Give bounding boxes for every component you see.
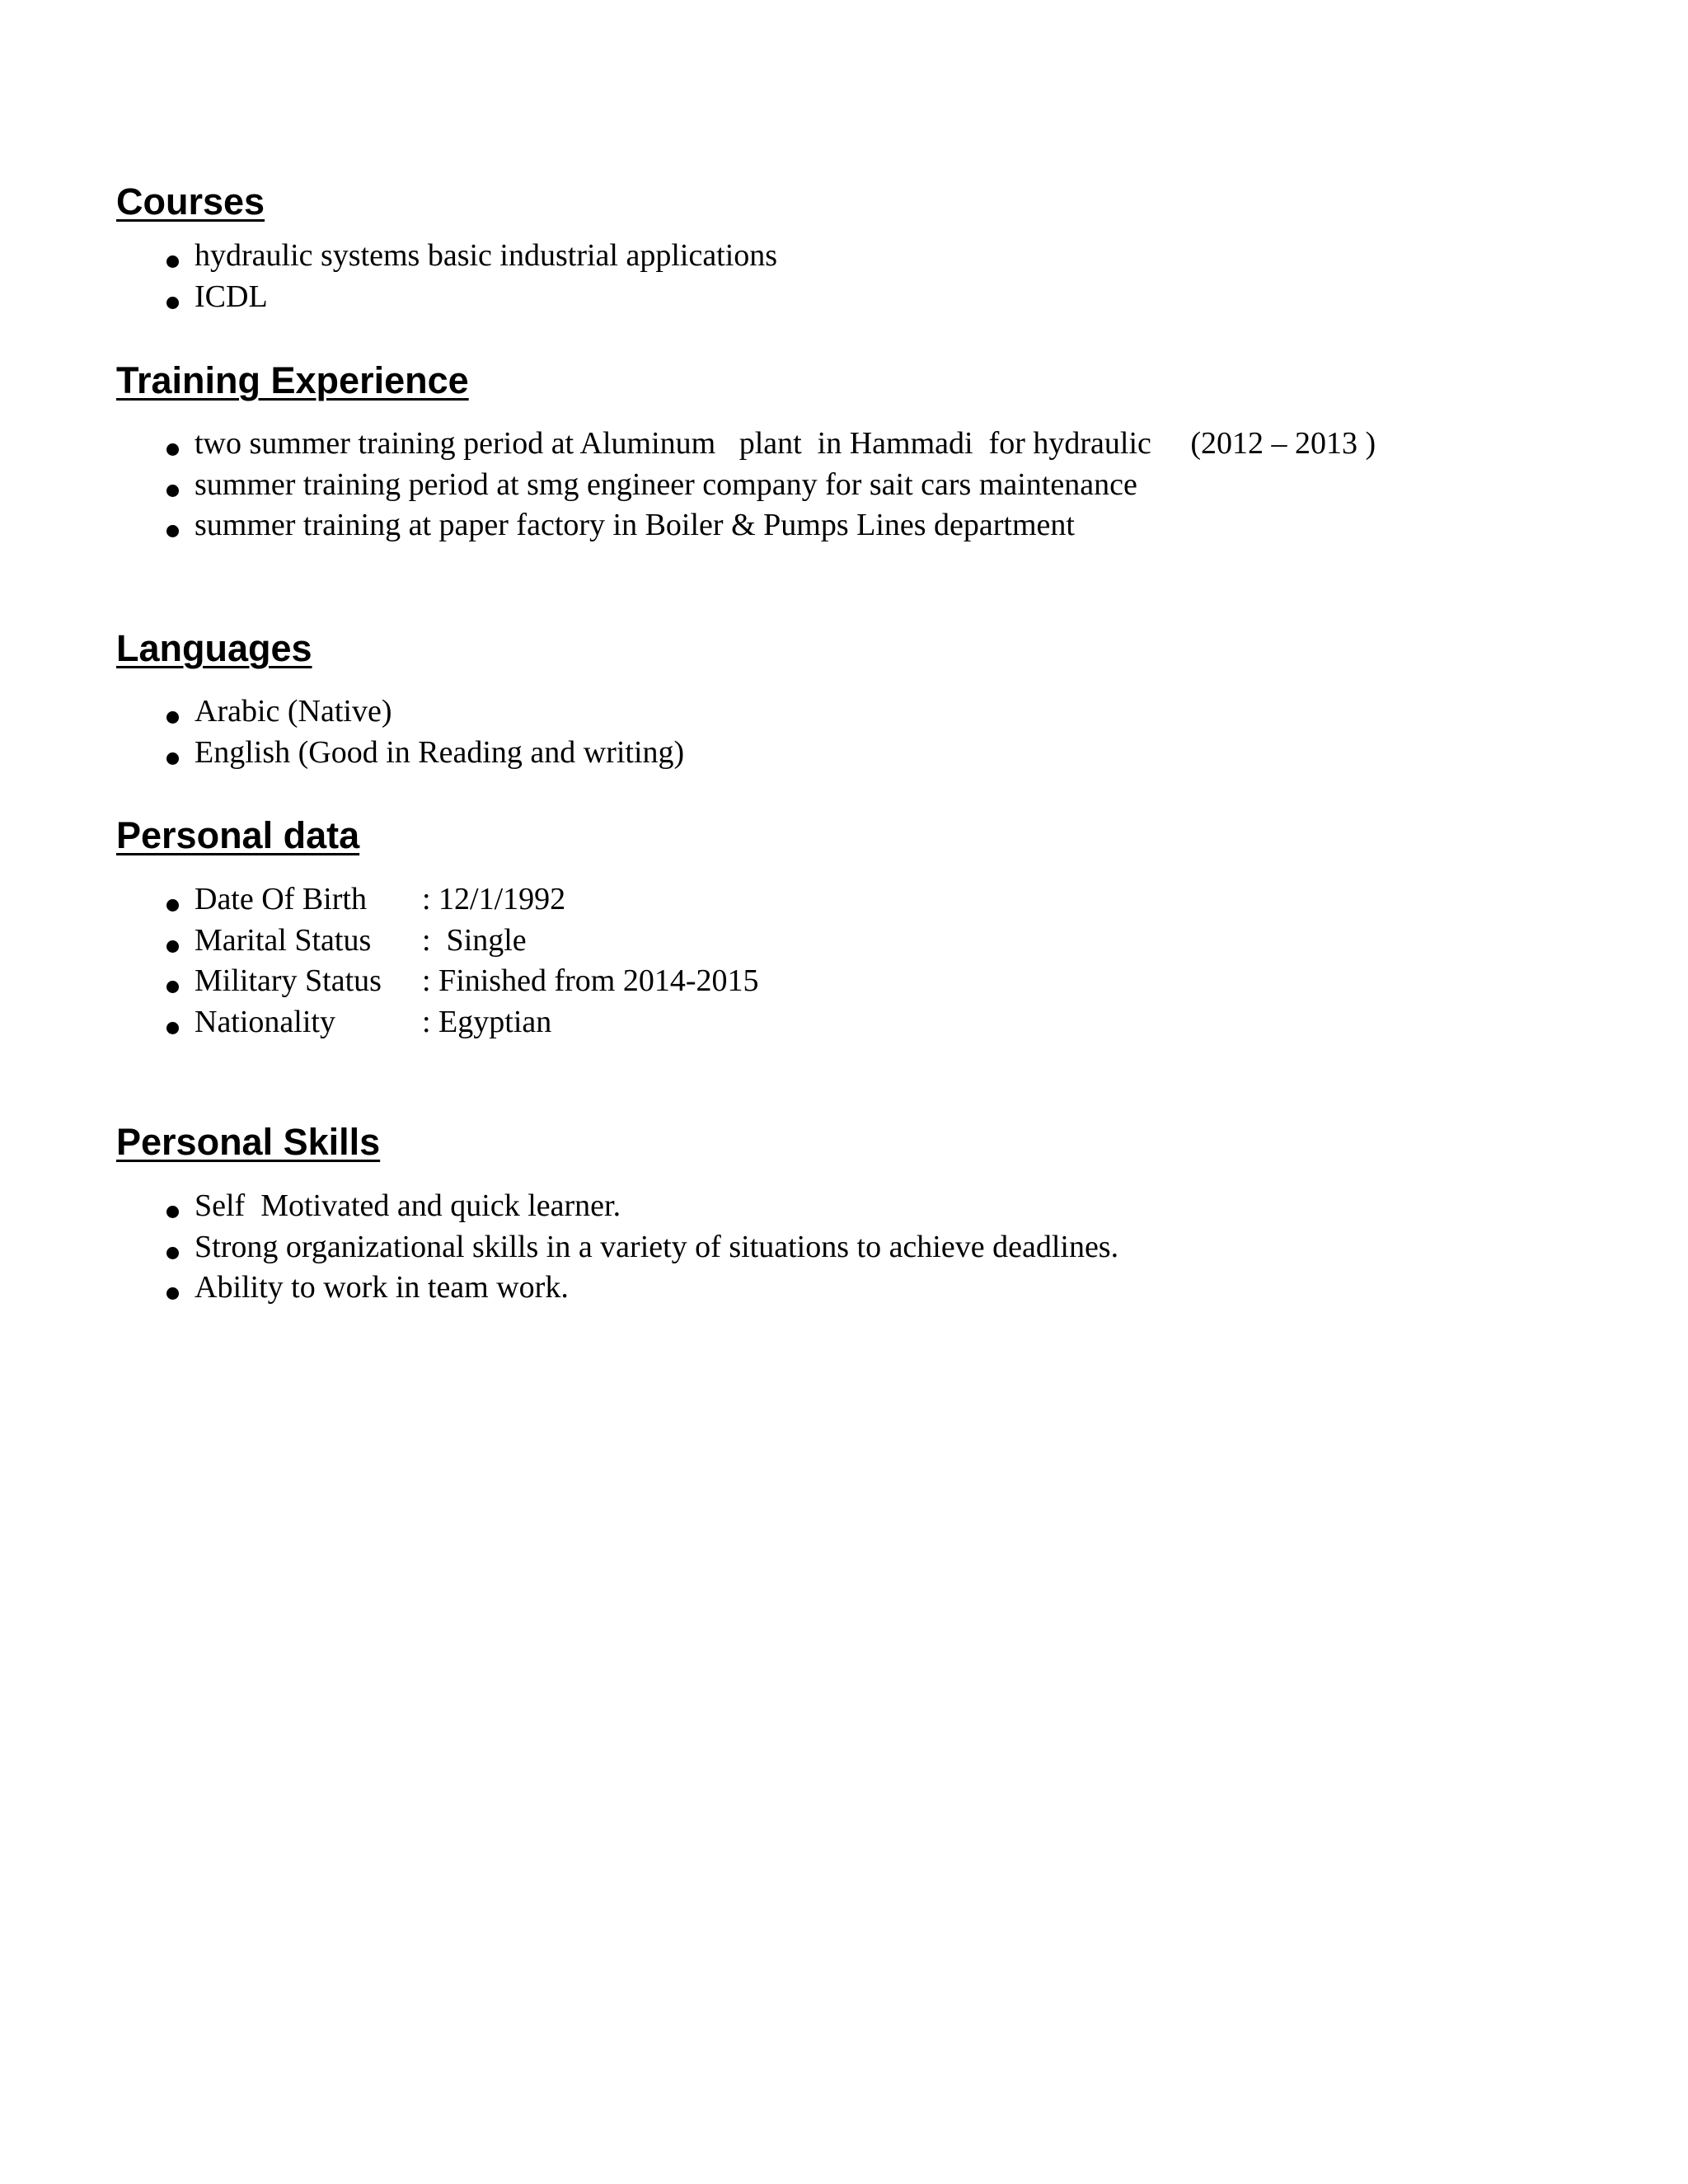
personal-data-heading: Personal data	[116, 814, 360, 856]
bullet-icon	[166, 443, 179, 456]
language-item-text: Arabic (Native)	[195, 694, 392, 729]
date-of-birth-label: Date Of Birth	[195, 882, 367, 916]
bullet-icon	[166, 711, 179, 724]
military-status-value: : Finished from 2014-2015	[422, 963, 759, 998]
marital-status-label: Marital Status	[195, 922, 372, 958]
languages-heading: Languages	[116, 627, 312, 669]
training-item-text: summer training at paper factory in Boiler & Pumps Lines department	[195, 508, 1075, 542]
bullet-icon	[166, 1206, 179, 1218]
marital-status-value: : Single	[422, 922, 527, 958]
bullet-icon	[166, 297, 179, 309]
bullet-icon	[166, 752, 179, 765]
bullet-icon	[166, 1287, 179, 1300]
skill-item-text: Ability to work in team work.	[195, 1270, 569, 1305]
course-item-text: ICDL	[195, 279, 268, 314]
bullet-icon	[166, 981, 179, 993]
language-item-text: English (Good in Reading and writing)	[195, 734, 685, 770]
bullet-icon	[166, 899, 179, 912]
bullet-icon	[166, 1247, 179, 1259]
bullet-icon	[166, 525, 179, 537]
skill-item-text: Self Motivated and quick learner.	[195, 1188, 621, 1223]
skill-item-text: Strong organizational skills in a variety of situations to achieve deadlines.	[195, 1229, 1119, 1264]
training-heading: Training Experience	[116, 359, 469, 401]
bullet-icon	[166, 255, 179, 268]
date-of-birth-value: : 12/1/1992	[422, 882, 566, 916]
course-item-text: hydraulic systems basic industrial applications	[195, 238, 778, 273]
training-item-text: summer training period at smg engineer company for sait cars maintenance	[195, 466, 1137, 502]
courses-heading: Courses	[116, 180, 265, 223]
personal-skills-heading: Personal Skills	[116, 1121, 381, 1163]
bullet-icon	[166, 1022, 179, 1034]
training-item-text: two summer training period at Aluminum plant in Hammadi for hydraulic (2012 – 2013 )	[195, 426, 1376, 461]
bullet-icon	[166, 940, 179, 953]
bullet-icon	[166, 485, 179, 497]
nationality-value: : Egyptian	[422, 1004, 552, 1039]
military-status-label: Military Status	[195, 963, 382, 998]
nationality-label: Nationality	[195, 1004, 335, 1039]
